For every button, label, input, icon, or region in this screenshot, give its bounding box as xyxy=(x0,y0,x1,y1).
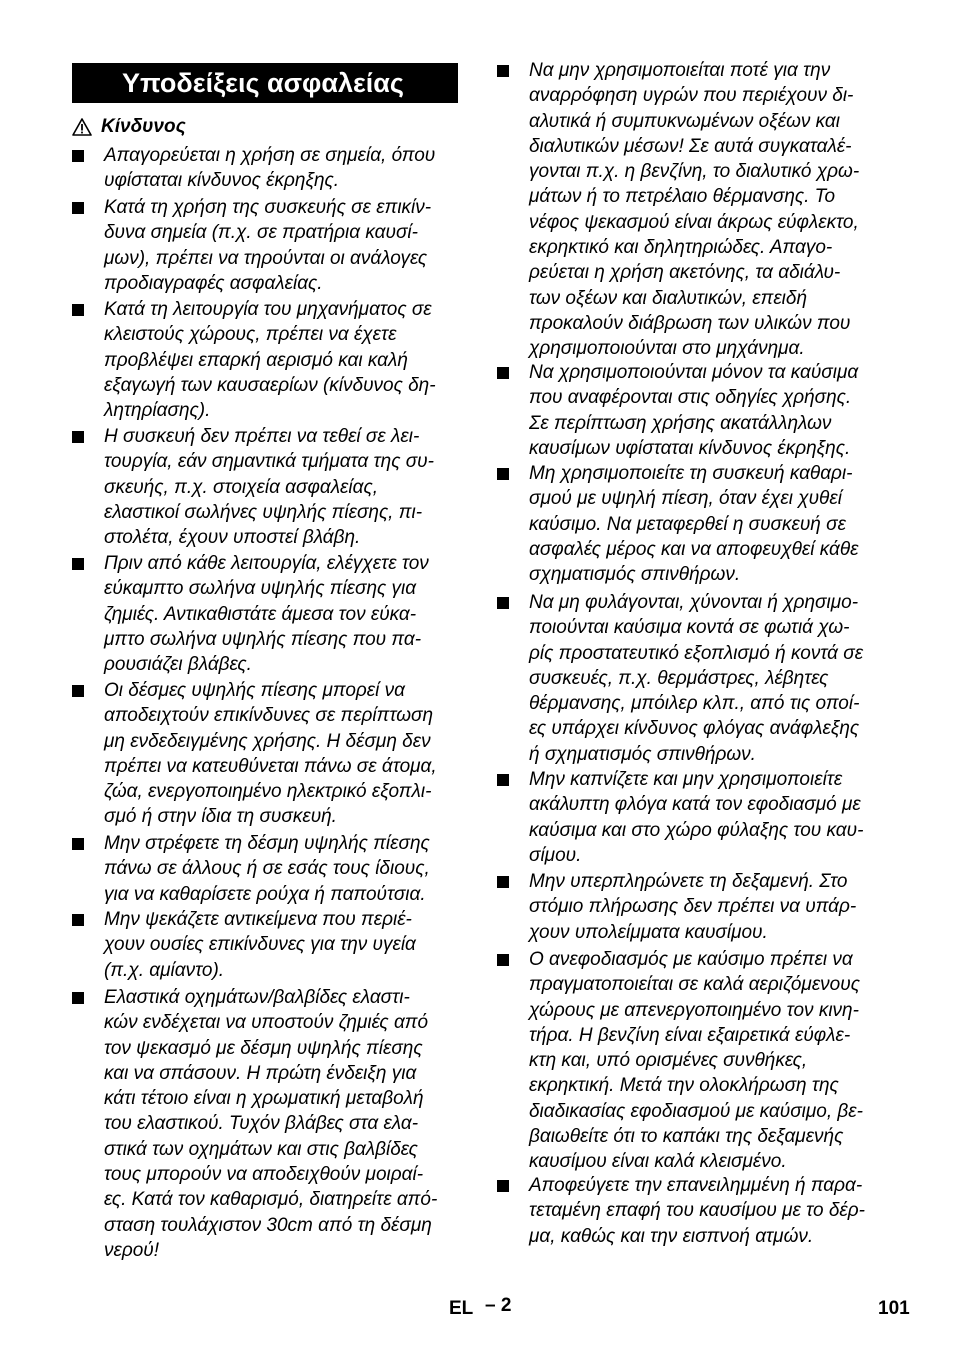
bullet-icon xyxy=(497,774,509,786)
bullet-icon xyxy=(497,954,509,966)
footer-section-number: – 2 xyxy=(485,1295,512,1316)
list-item xyxy=(72,297,462,423)
bullet-icon xyxy=(497,597,509,609)
list-item xyxy=(497,590,897,767)
footer-page-number: 101 xyxy=(878,1298,910,1319)
bullet-icon xyxy=(72,202,84,214)
danger-label xyxy=(72,114,186,139)
bullet-icon xyxy=(72,914,84,926)
list-item xyxy=(72,551,462,677)
list-item-text: Κατά τη λειτουργία του μηχανήματος σε κλειστούς χώρους, πρέπει να έχετε προβλέψει επαρκή αερισμό και καλή εξαγωγή των καυσαερίων (κίνδυνος δη- λητηρίασης). xyxy=(104,299,436,422)
list-item-text: Να μη φυλάγονται, χύνονται ή χρησιμο- ποιούνται καύσιμα κοντά σε φωτιά χω- ρίς προστατευτικό εξοπλισμό ή κοντά σε συσκευές, π.χ. θερμάστρες, λέβητες θέρμανσης, μπόιλερ κλπ., από τις οποί- ες υπάρχει κίνδυνος φλόγας ανάφλεξης ή σχηματισμός σπινθήρων. xyxy=(529,592,864,765)
list-item-text: Κατά τη χρήση της συσκευής σε επικίν- δυνα σημεία (π.χ. σε πρατήρια καυσί- μων), πρέπει να τηρούνται οι ανάλογες προδιαγραφές ασφαλείας. xyxy=(104,197,432,294)
list-item-text: Αποφεύγετε την επανειλημμένη ή παρα- τεταμένη επαφή του καυσίμου με το δέρ- μα, καθώς και την εισπνοή ατμών. xyxy=(529,1175,865,1247)
bullet-icon xyxy=(497,367,509,379)
list-item-text: Απαγορεύεται η χρήση σε σημεία, όπου υφίσταται κίνδυνος έκρηξης. xyxy=(104,145,436,192)
list-item xyxy=(497,767,897,868)
list-item xyxy=(72,195,462,296)
list-item xyxy=(497,869,897,945)
list-item xyxy=(72,424,462,550)
list-item-text: Μην στρέφετε τη δέσμη υψηλής πίεσης πάνω σε άλλους ή σε εσάς τους ίδιους, για να καθαρίσετε ρούχα ή παπούτσια. xyxy=(104,833,430,905)
bullet-icon xyxy=(72,304,84,316)
list-item-text: Μην ψεκάζετε αντικείμενα που περιέ- χουν ουσίες επικίνδυνες για την υγεία (π.χ. αμίαντο). xyxy=(104,909,416,981)
footer-language: EL xyxy=(449,1298,474,1319)
bullet-icon xyxy=(497,468,509,480)
list-item-text: Μην υπερπληρώνετε τη δεξαμενή. Στο στόμιο πλήρωσης δεν πρέπει να υπάρ- χουν υπολείμματα καυσίμου. xyxy=(529,871,857,943)
list-item xyxy=(497,947,897,1175)
bullet-icon xyxy=(72,431,84,443)
list-item xyxy=(72,831,462,907)
list-item xyxy=(497,461,897,587)
bullet-icon xyxy=(497,876,509,888)
bullet-icon xyxy=(497,65,509,77)
bullet-icon xyxy=(72,685,84,697)
bullet-icon xyxy=(72,838,84,850)
page-heading: Υποδείξεις ασφαλείας xyxy=(72,63,458,103)
bullet-icon xyxy=(72,150,84,162)
list-item xyxy=(72,143,462,194)
list-item xyxy=(72,985,462,1263)
warning-triangle-icon xyxy=(72,118,92,136)
list-item-text: Ο ανεφοδιασμός με καύσιμο πρέπει να πραγματοποιείται σε καλά αεριζόμενους χώρους με απενεργοποιημένο τον κινη- τήρα. Η βενζίνη είναι εξαιρετικά εύφλε- κτη και, υπό ορισμένες συνθήκες, εκρηκτική. Μετά την ολοκλήρωση της διαδικασίας εφοδιασμού με καύσιμο, βε- βαιωθείτε ότι το καπάκι της δεξαμενής καυσίμου είναι καλά κλεισμένο. xyxy=(529,949,863,1173)
list-item-text: Να μην χρησιμοποιείται ποτέ για την αναρρόφηση υγρών που περιέχουν δι- αλυτικά ή συμπυκνωμένων οξέων και διαλυτικών μέσων! Σε αυτά συγκαταλέ- γονται π.χ. η βενζίνη, το διαλυτικό χρω- μάτων ή το πετρέλαιο θέρμανσης. Το νέφος ψεκασμού είναι άκρως εύφλεκτο, εκρηκτικό και δηλητηριώδες. Απαγο- ρεύεται η χρήση ακετόνης, τα αδιάλυ- των οξέων και διαλυτικών, επειδή προκαλούν διάβρωση των υλικών που χρησιμοποιούνται στο μηχάνημα. xyxy=(529,60,860,360)
list-item-text: Ελαστικά οχημάτων/βαλβίδες ελαστι- κών ενδέχεται να υποστούν ζημιές από τον ψεκασμό με δέσμη υψηλής πίεσης και να σπάσουν. Η πρώτη ένδειξη για κάτι τέτοιο είναι η χρωματική μεταβολή του ελαστικού. Τυχόν βλάβες στα ελα- στικά των οχημάτων και στις βαλβίδες τους μπορούν να αποδειχθούν μοιραί- ες. Κατά τον καθαρισμό, διατηρείτε από- σταση τουλάχιστον 30cm από τη δέσμη νερού! xyxy=(104,987,438,1261)
list-item xyxy=(72,907,462,983)
list-item xyxy=(72,678,462,830)
danger-label-text: Κίνδυνος xyxy=(101,116,186,137)
list-item-text: Οι δέσμες υψηλής πίεσης μπορεί να αποδειχτούν επικίνδυνες σε περίπτωση μη ενδεδειγμένης χρήσης. Η δέσμη δεν πρέπει να κατευθύνεται πάνω σε άτομα, ζώα, ενεργοποιημένο ηλεκτρικό εξοπλι- σμό ή στην ίδια τη συσκευή. xyxy=(104,680,437,828)
bullet-icon xyxy=(497,1180,509,1192)
list-item xyxy=(497,58,897,362)
bullet-icon xyxy=(72,992,84,1004)
list-item-text: Μην καπνίζετε και μην χρησιμοποιείτε ακάλυπτη φλόγα κατά τον εφοδιασμό με καύσιμα και στο χώρο φύλαξης του καυ- σίμου. xyxy=(529,769,864,866)
list-item-text: Να χρησιμοποιούνται μόνον τα καύσιμα που αναφέρονται στις οδηγίες χρήσης. Σε περίπτωση χρήσης ακατάλληλων καυσίμων υφίσταται κίνδυνος έκρηξης. xyxy=(529,362,859,459)
bullet-icon xyxy=(72,558,84,570)
list-item-text: Πριν από κάθε λειτουργία, ελέγχετε τον εύκαμπτο σωλήνα υψηλής πίεσης για ζημιές. Αντικαθιστάτε άμεσα τον εύκα- μπτο σωλήνα υψηλής πίεσης που πα- ρουσιάζει βλάβες. xyxy=(104,553,429,676)
list-item xyxy=(497,1173,897,1249)
list-item-text: Η συσκευή δεν πρέπει να τεθεί σε λει- τουργία, εάν σημαντικά τμήματα της συ- σκευής, π.χ. στοιχεία ασφαλείας, ελαστικοί σωλήνες υψηλής πίεσης, πι- στολέτα, έχουν υποστεί βλάβη. xyxy=(104,426,434,549)
list-item-text: Μη χρησιμοποιείτε τη συσκευή καθαρι- σμού με υψηλή πίεση, όταν έχει χυθεί καύσιμο. Να μεταφερθεί η συσκευή σε ασφαλές μέρος και να αποφευχθεί κάθε σχηματισμός σπινθήρων. xyxy=(529,463,859,586)
list-item xyxy=(497,360,897,461)
